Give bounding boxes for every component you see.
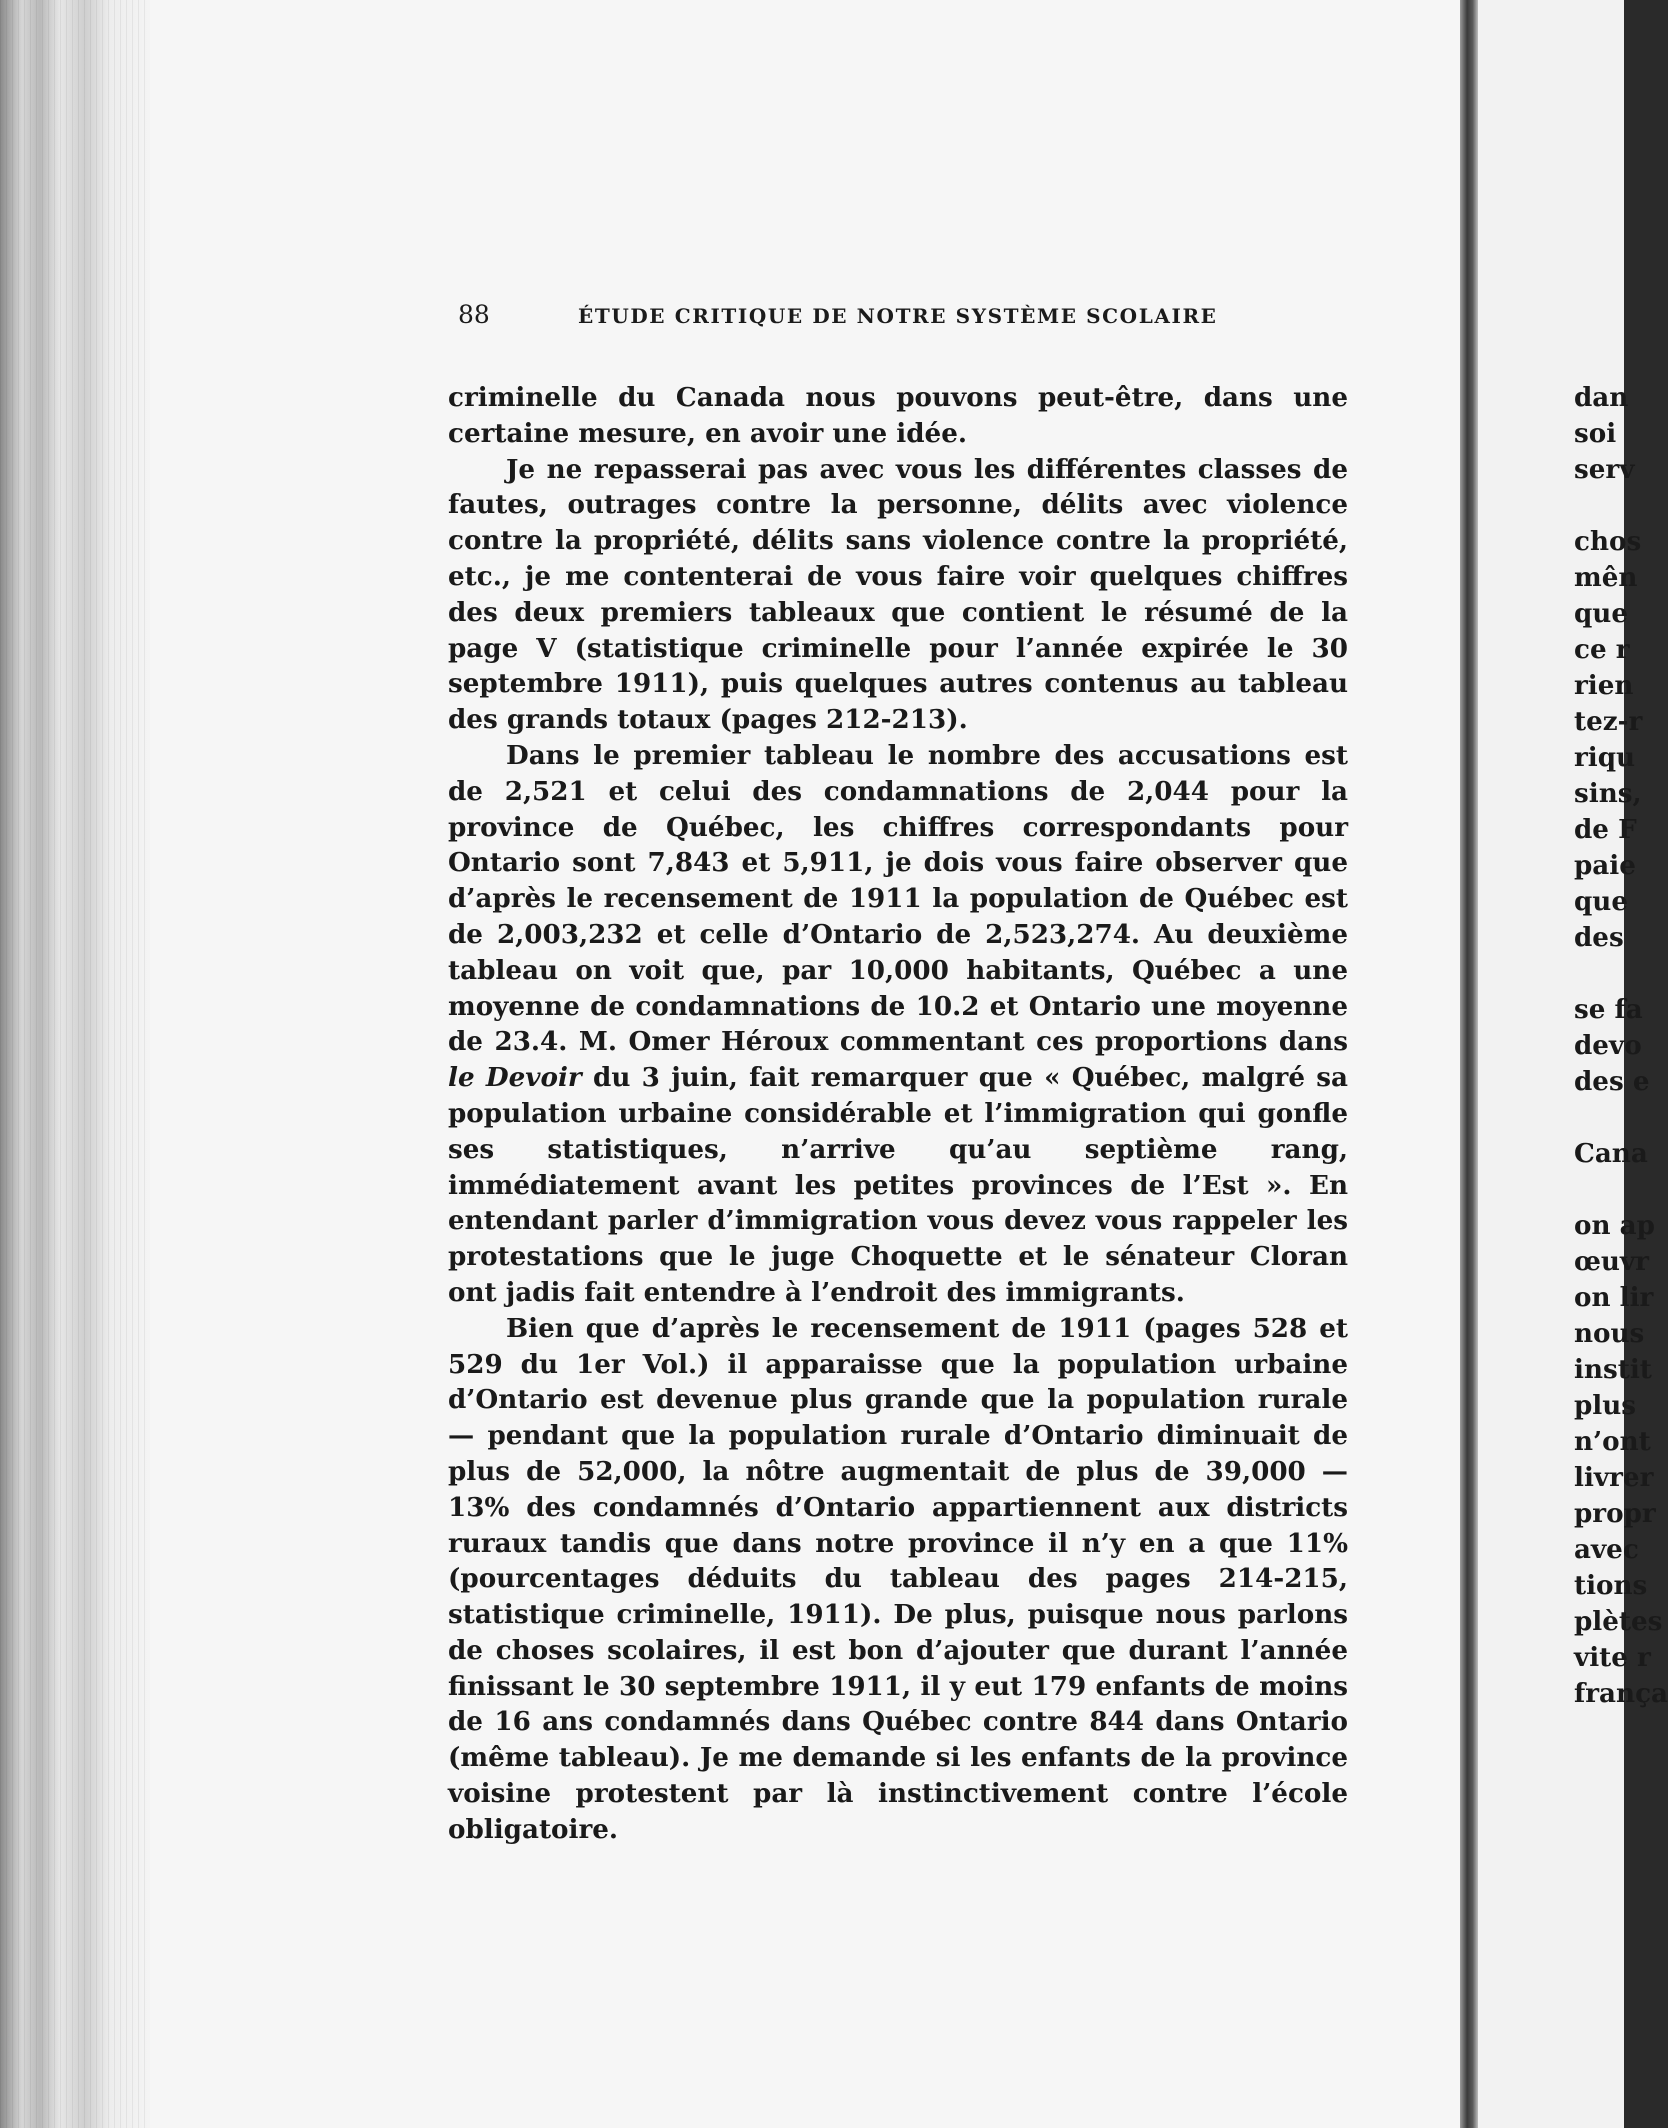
facing-page-line: rien <box>1574 670 1634 701</box>
paragraph: Bien que d’après le recensement de 1911 (pages 528 et 529 du 1er Vol.) il apparaisse que la population urbaine d’Ontario est devenue plus grande que la population rurale — pendant que la population rurale d’Ontario diminuait de plus de 52,000, la nôtre augmentait de plus de 39,000 — 13% des condamnés d’Ontario appartiennent aux districts ruraux tandis que dans notre province il n’y en a que 11% (pourcentages déduits du tableau des pages 214-215, statistique criminelle, 1911). De plus, puisque nous parlons de choses scolaires, il est bon d’ajouter que durant l’année finissant le 30 septembre 1911, il y eut 179 enfants de moins de 16 ans condamnés dans Québec contre 844 dans Ontario (même tableau). Je me demande si les enfants de la province voisine protestent par là instinctivement contre l’école obligatoire. <box>448 1312 1348 1845</box>
facing-page-text <box>1574 380 1668 1712</box>
facing-page-line: propr <box>1574 1498 1656 1529</box>
running-title: ÉTUDE CRITIQUE DE NOTRE SYSTÈME SCOLAIRE <box>578 304 1218 328</box>
facing-page-line: chos <box>1574 526 1642 557</box>
facing-page-line: soi <box>1574 418 1617 449</box>
facing-page-line: des e <box>1574 1066 1650 1097</box>
facing-page-line: vite r <box>1574 1642 1651 1673</box>
facing-page-line: ce r <box>1574 634 1630 665</box>
facing-page-line: frança <box>1574 1678 1668 1709</box>
paragraph: Dans le premier tableau le nombre des accusations est de 2,521 et celui des condamnations de 2,044 pour la province de Québec, les chiffres correspondants pour Ontario sont 7,843 et 5,911, je dois vous faire observer que d’après le recensement de 1911 la population de Québec est de 2,003,232 et celle d’Ontario de 2,523,274. Au deuxième tableau on voit que, par 10,000 habitants, Québec a une moyenne de condamnations de 10.2 et Ontario une moyenne de 23.4. M. Omer Héroux commentant ces proportions dans le Devoir du 3 juin, fait remarquer que « Québec, malgré sa population urbaine considérable et l’immigration qui gonfle ses statistiques, n’arrive qu’au septième rang, immédiatement avant les petites provinces de l’Est ». En entendant parler d’immigration vous devez vous rappeler les protestations que le juge Choquette et le sénateur Cloran ont jadis fait entendre à l’endroit des immigrants. <box>448 739 1348 1308</box>
facing-page-line: des <box>1574 922 1624 953</box>
facing-page-line: de F <box>1574 814 1637 845</box>
facing-page-line: plus <box>1574 1390 1637 1421</box>
facing-page-line: devo <box>1574 1030 1642 1061</box>
facing-page-line: plètes <box>1574 1606 1663 1637</box>
facing-page-line: œuvr <box>1574 1246 1649 1277</box>
facing-page-line: dan <box>1574 382 1629 413</box>
page-number: 88 <box>458 300 490 329</box>
facing-page-line: sins, <box>1574 778 1642 809</box>
facing-page-line: Cana <box>1574 1138 1648 1169</box>
body-text <box>448 380 1348 1848</box>
facing-page-line: avec <box>1574 1534 1639 1565</box>
facing-page-line: on lir <box>1574 1282 1654 1313</box>
facing-page-line: se fa <box>1574 994 1643 1025</box>
facing-page-line: nous <box>1574 1318 1645 1349</box>
facing-page-line: paie <box>1574 850 1636 881</box>
facing-page-line: serv <box>1574 454 1635 485</box>
facing-page-line: que <box>1574 886 1629 917</box>
facing-page-line: que <box>1574 598 1629 629</box>
book-left-edge <box>0 0 150 2128</box>
facing-page-line: instit <box>1574 1354 1652 1385</box>
facing-page-line: tez-r <box>1574 706 1643 737</box>
page-header <box>458 300 1342 340</box>
paragraph: criminelle du Canada nous pouvons peut-être, dans une certaine mesure, en avoir une idée. <box>448 382 1348 449</box>
facing-page-line: n’ont <box>1574 1426 1651 1457</box>
facing-page-line: livrer <box>1574 1462 1654 1493</box>
newspaper-title: le Devoir <box>448 1062 582 1094</box>
facing-page-line: on ap <box>1574 1210 1655 1241</box>
facing-page-line: mên <box>1574 562 1638 593</box>
facing-page-line: tions <box>1574 1570 1648 1601</box>
paragraph: Je ne repasserai pas avec vous les différentes classes de fautes, outrages contre la personne, délits avec violence contre la propriété, délits sans violence contre la propriété, etc., je me contenterai de vous faire voir quelques chiffres des deux premiers tableaux que contient le résumé de la page V (statistique criminelle pour l’année expirée le 30 septembre 1911), puis quelques autres contenus au tableau des grands totaux (pages 212-213). <box>448 453 1348 736</box>
facing-page-line <box>1574 1100 1634 1136</box>
facing-page-line <box>1574 1172 1634 1208</box>
book-gutter <box>1460 0 1478 2128</box>
facing-page-line <box>1574 488 1634 524</box>
facing-page-line: riqu <box>1574 742 1636 773</box>
facing-page-line <box>1574 956 1634 992</box>
